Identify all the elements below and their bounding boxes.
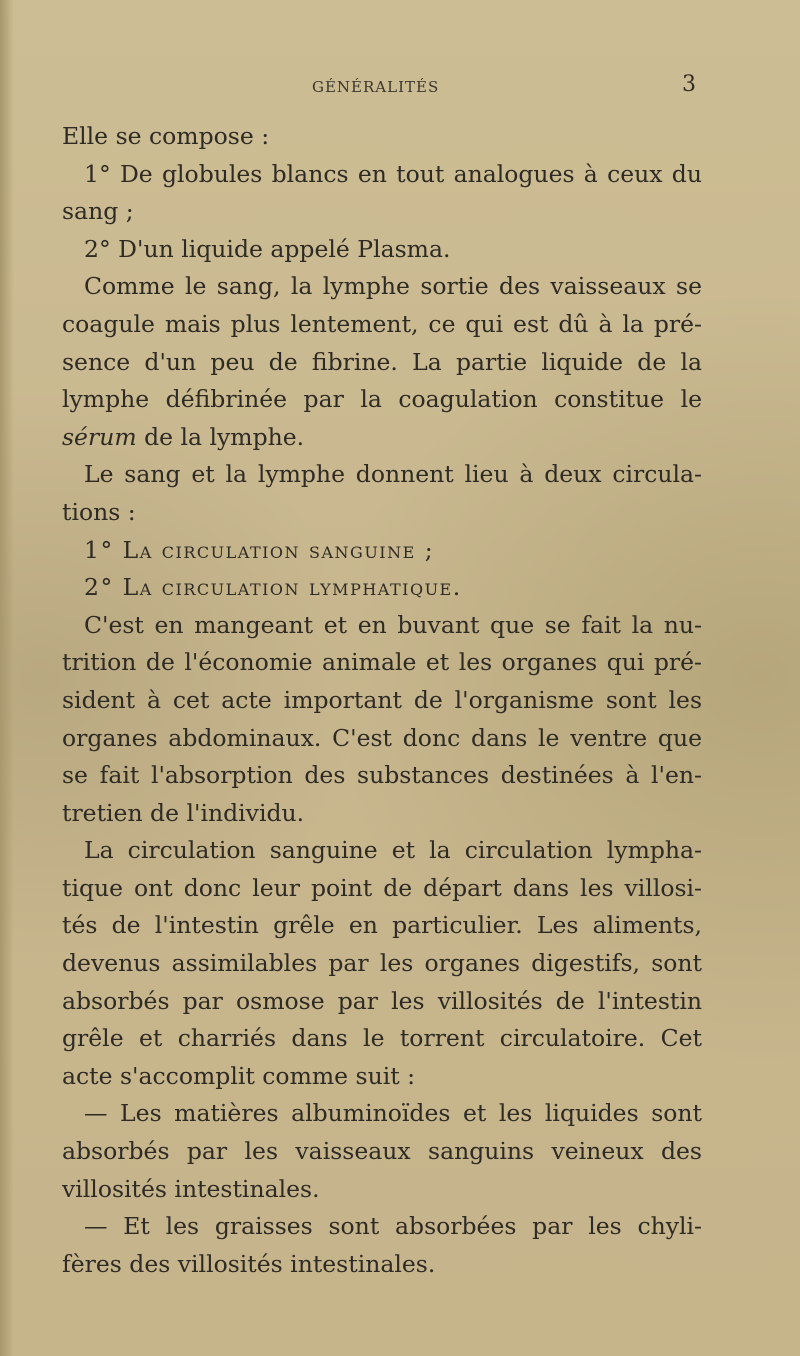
- text-line: tions :: [62, 497, 136, 526]
- text-line: 2° D'un liquide appelé Plasma.: [84, 234, 451, 263]
- text-line: se fait l'absorption des substances destinées à l'en-: [62, 761, 702, 790]
- text-line: Comme le sang, la lymphe sortie des vaisseaux se: [84, 272, 702, 301]
- list-item-circulation-lymphatique: 2° La circulation lymphatique.: [84, 573, 462, 602]
- page-gutter-shadow: [0, 0, 14, 1356]
- text-line: lymphe défibrinée par la coagulation constitue le: [62, 385, 702, 414]
- text-line: coagule mais plus lentement, ce qui est dû à la pré-: [62, 309, 702, 338]
- text-fragment: de la lymphe.: [136, 422, 305, 451]
- text-line: organes abdominaux. C'est donc dans le ventre que: [62, 723, 702, 752]
- text-line: villosités intestinales.: [62, 1174, 320, 1203]
- text-line: — Les matières albuminoïdes et les liquides sont: [84, 1099, 702, 1128]
- body-text: [62, 118, 702, 1283]
- text-line: trition de l'économie animale et les organes qui pré-: [62, 648, 702, 677]
- text-line: sang ;: [62, 197, 134, 226]
- text-line: tique ont donc leur point de départ dans les villosi-: [62, 873, 702, 902]
- text-line: absorbés par osmose par les villosités de l'intestin: [62, 986, 702, 1015]
- list-item-circulation-sanguine: 1° La circulation sanguine ;: [84, 535, 435, 564]
- text-line: — Et les graisses sont absorbées par les chyli-: [84, 1212, 702, 1241]
- text-line: tés de l'intestin grêle en particulier. Les aliments,: [62, 911, 702, 940]
- text-line: La circulation sanguine et la circulation lympha-: [84, 836, 702, 865]
- page-number: 3: [682, 72, 696, 97]
- text-line: Elle se compose :: [62, 122, 270, 150]
- text-line: sident à cet acte important de l'organisme sont les: [62, 685, 702, 714]
- text-line: tretien de l'individu.: [62, 798, 305, 827]
- text-line: grêle et charriés dans le torrent circulatoire. Cet: [62, 1024, 702, 1053]
- text-line: devenus assimilables par les organes digestifs, sont: [62, 949, 702, 978]
- text-line: C'est en mangeant et en buvant que se fait la nu-: [84, 610, 702, 639]
- text-line: absorbés par les vaisseaux sanguins veineux des: [62, 1137, 702, 1166]
- text-line: acte s'accomplit comme suit :: [62, 1061, 416, 1090]
- text-line: 1° De globules blancs en tout analogues à ceux du: [84, 159, 702, 188]
- serum-term: sérum: [62, 422, 137, 451]
- text-line: fères des villosités intestinales.: [62, 1249, 436, 1278]
- text-line: [62, 419, 702, 457]
- text-line: Le sang et la lymphe donnent lieu à deux circula-: [84, 460, 702, 489]
- running-title: GÉNÉRALITÉS: [312, 78, 440, 96]
- running-header: [0, 72, 800, 102]
- text-line: sence d'un peu de fibrine. La partie liquide de la: [62, 347, 702, 376]
